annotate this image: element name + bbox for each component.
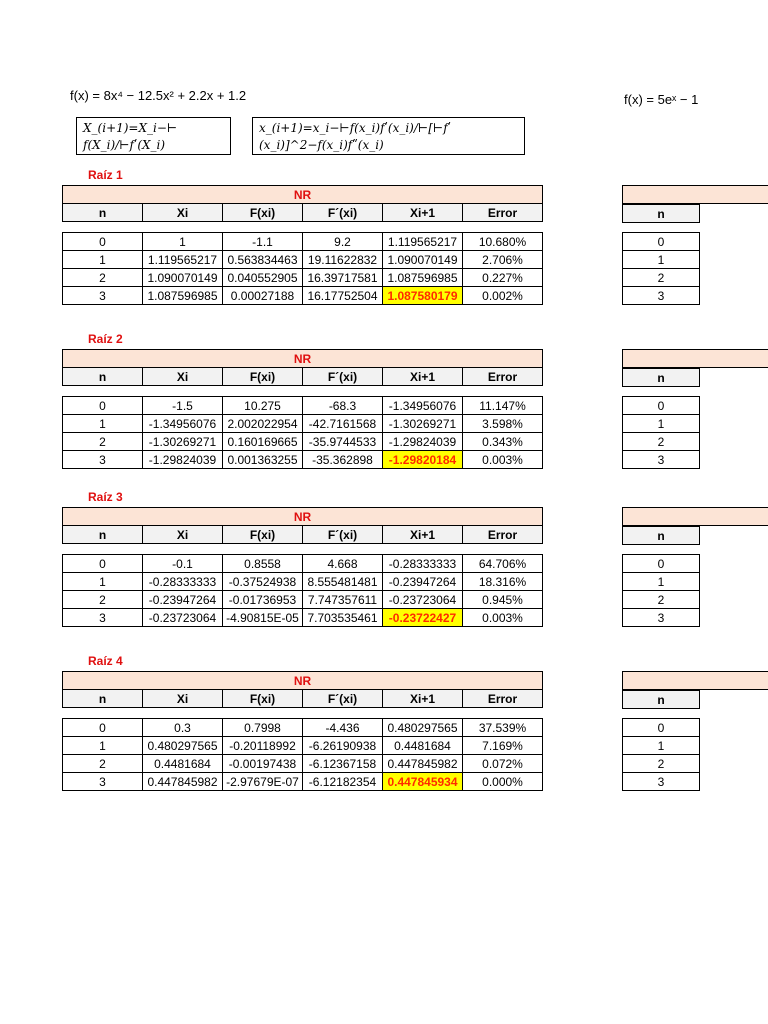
table-row [623, 397, 700, 415]
table-cell: 0.447845982 [383, 755, 463, 773]
column-header: F(xi) [223, 690, 303, 708]
table-cell: 1 [63, 573, 143, 591]
table-cell: 9.2 [303, 233, 383, 251]
table-cell: -35.9744533 [303, 433, 383, 451]
root-label: Raíz 2 [88, 332, 123, 346]
function-formula-right: f(x) = 5eˣ − 1 [624, 92, 699, 107]
table-cell: 0.000% [463, 773, 543, 791]
table-row [623, 451, 700, 469]
table-cell: -1.34956076 [143, 415, 223, 433]
column-header: F´(xi) [303, 526, 383, 544]
table-cell: -68.3 [303, 397, 383, 415]
table-cell: -4.90815E-05 [223, 609, 303, 627]
table-cell: 7.747357611 [303, 591, 383, 609]
table-cell: 10.680% [463, 233, 543, 251]
table-row [623, 233, 700, 251]
table-cell: 10.275 [223, 397, 303, 415]
column-header: n [623, 205, 700, 223]
table-cell: 0.343% [463, 433, 543, 451]
table-cell: -0.28333333 [383, 555, 463, 573]
table-cell: 64.706% [463, 555, 543, 573]
table-row [63, 755, 543, 773]
iteration-table [62, 232, 543, 305]
table-cell: 3 [63, 773, 143, 791]
column-header: F´(xi) [303, 690, 383, 708]
table-cell: 11.147% [463, 397, 543, 415]
nr-title: NR [63, 508, 543, 526]
table-cell: 2 [63, 591, 143, 609]
table-cell: 0 [623, 719, 700, 737]
table-cell: -6.26190938 [303, 737, 383, 755]
table-cell: 1.119565217 [143, 251, 223, 269]
root-result-cell: -0.23722427 [383, 609, 463, 627]
table-cell: 0.003% [463, 451, 543, 469]
table-cell: 2 [63, 269, 143, 287]
iteration-table [62, 718, 543, 791]
right-header-table [622, 204, 700, 223]
right-iteration-table [622, 718, 700, 791]
root-label: Raíz 4 [88, 654, 123, 668]
table-cell: 1 [63, 737, 143, 755]
modified-newton-formula-box [252, 117, 525, 155]
table-cell: 7.169% [463, 737, 543, 755]
table-row [63, 433, 543, 451]
column-header: F(xi) [223, 526, 303, 544]
right-iteration-table [622, 396, 700, 469]
table-cell: -0.00197438 [223, 755, 303, 773]
table-cell: 4.668 [303, 555, 383, 573]
table-cell: 16.17752504 [303, 287, 383, 305]
table-row [623, 609, 700, 627]
table-cell: 3 [623, 609, 700, 627]
table-cell: -1.29824039 [143, 451, 223, 469]
table-cell: 0.8558 [223, 555, 303, 573]
column-header: n [623, 369, 700, 387]
table-cell: -6.12367158 [303, 755, 383, 773]
formula-line: f(X_i)/⊢fʹ(X_i) [83, 138, 166, 152]
table-row [63, 415, 543, 433]
function-formula: f(x) = 8x⁴ − 12.5x² + 2.2x + 1.2 [70, 88, 247, 103]
table-cell: 1 [63, 415, 143, 433]
column-header: Xi [143, 690, 223, 708]
column-header: n [63, 526, 143, 544]
table-row [623, 573, 700, 591]
formula-line: X_(i+1)=X_i−⊢ [83, 121, 178, 135]
column-header: Xi [143, 204, 223, 222]
table-cell: 0.480297565 [143, 737, 223, 755]
table-cell: -0.01736953 [223, 591, 303, 609]
right-nr-header [622, 349, 768, 368]
table-row [63, 573, 543, 591]
table-cell: -0.23947264 [143, 591, 223, 609]
table-cell: 0.001363255 [223, 451, 303, 469]
table-row [623, 737, 700, 755]
table-row [63, 737, 543, 755]
table-cell: 2.706% [463, 251, 543, 269]
table-cell: 2 [623, 755, 700, 773]
column-header: Error [463, 690, 543, 708]
column-header: Xi [143, 368, 223, 386]
table-row [623, 773, 700, 791]
root-result-cell: 0.447845934 [383, 773, 463, 791]
table-cell: 0 [623, 233, 700, 251]
table-cell: 0.7998 [223, 719, 303, 737]
table-cell: -0.23723064 [383, 591, 463, 609]
column-header: n [63, 368, 143, 386]
table-row [623, 415, 700, 433]
iteration-table [62, 554, 543, 627]
table-row [63, 287, 543, 305]
table-cell: -0.28333333 [143, 573, 223, 591]
table-cell: 3 [623, 287, 700, 305]
table-row [623, 287, 700, 305]
table-row [623, 269, 700, 287]
table-cell: 0.480297565 [383, 719, 463, 737]
table-cell: -0.1 [143, 555, 223, 573]
table-cell: 0.227% [463, 269, 543, 287]
table-cell: 0.002% [463, 287, 543, 305]
table-cell: -1.30269271 [143, 433, 223, 451]
table-cell: 3 [63, 451, 143, 469]
column-header: Error [463, 368, 543, 386]
table-cell: 1 [623, 573, 700, 591]
table-cell: 18.316% [463, 573, 543, 591]
nr-title: NR [63, 186, 543, 204]
table-cell: -6.12182354 [303, 773, 383, 791]
table-row [63, 719, 543, 737]
right-header-table [622, 526, 700, 545]
table-cell: -35.362898 [303, 451, 383, 469]
table-cell: 0.3 [143, 719, 223, 737]
table-cell: -1.1 [223, 233, 303, 251]
root-result-cell: 1.087580179 [383, 287, 463, 305]
iteration-table [62, 396, 543, 469]
table-cell: 3 [63, 609, 143, 627]
right-header-table [622, 690, 700, 709]
table-cell: 3 [63, 287, 143, 305]
table-cell: -1.30269271 [383, 415, 463, 433]
right-header-table [622, 368, 700, 387]
table-cell: -0.23723064 [143, 609, 223, 627]
table-cell: 16.39717581 [303, 269, 383, 287]
table-row [63, 269, 543, 287]
column-header: Xi+1 [383, 526, 463, 544]
table-cell: 0.003% [463, 609, 543, 627]
right-iteration-table [622, 232, 700, 305]
table-cell: 0.00027188 [223, 287, 303, 305]
nr-title: NR [63, 350, 543, 368]
column-header: F´(xi) [303, 368, 383, 386]
right-nr-header [622, 671, 768, 690]
table-cell: 1.090070149 [383, 251, 463, 269]
table-cell: 0.563834463 [223, 251, 303, 269]
table-cell: -42.7161568 [303, 415, 383, 433]
column-header: n [63, 690, 143, 708]
table-cell: -1.34956076 [383, 397, 463, 415]
table-cell: 0.160169665 [223, 433, 303, 451]
table-cell: 1.087596985 [383, 269, 463, 287]
table-cell: 0.447845982 [143, 773, 223, 791]
column-header: Xi [143, 526, 223, 544]
table-cell: 1 [143, 233, 223, 251]
table-cell: 0 [63, 719, 143, 737]
column-header: F´(xi) [303, 204, 383, 222]
table-cell: 3.598% [463, 415, 543, 433]
nr-header-table [62, 671, 543, 708]
table-row [623, 555, 700, 573]
table-cell: 2 [63, 433, 143, 451]
table-cell: 0 [623, 555, 700, 573]
column-header: Xi+1 [383, 204, 463, 222]
table-row [63, 609, 543, 627]
table-cell: -0.20118992 [223, 737, 303, 755]
table-row [63, 591, 543, 609]
table-cell: 0 [63, 397, 143, 415]
formula-line: (x_i)]^2−f(x_i)fʺ(x_i) [259, 138, 384, 152]
table-cell: -4.436 [303, 719, 383, 737]
table-cell: -2.97679E-07 [223, 773, 303, 791]
right-nr-header [622, 185, 768, 204]
table-cell: 0.040552905 [223, 269, 303, 287]
table-cell: 2 [623, 433, 700, 451]
table-cell: 8.555481481 [303, 573, 383, 591]
table-cell: -1.5 [143, 397, 223, 415]
column-header: Error [463, 526, 543, 544]
nr-header-table [62, 185, 543, 222]
table-cell: 37.539% [463, 719, 543, 737]
table-cell: 0 [63, 233, 143, 251]
table-cell: 3 [623, 451, 700, 469]
table-row [623, 719, 700, 737]
table-cell: 1.090070149 [143, 269, 223, 287]
table-cell: 2 [623, 591, 700, 609]
right-iteration-table [622, 554, 700, 627]
table-row [63, 251, 543, 269]
table-cell: 1 [623, 415, 700, 433]
table-cell: -0.37524938 [223, 573, 303, 591]
table-cell: -1.29824039 [383, 433, 463, 451]
table-cell: 0.4481684 [383, 737, 463, 755]
table-cell: 1 [623, 737, 700, 755]
table-row [63, 233, 543, 251]
table-cell: 3 [623, 773, 700, 791]
table-cell: 2 [63, 755, 143, 773]
root-label: Raíz 1 [88, 168, 123, 182]
table-cell: 7.703535461 [303, 609, 383, 627]
table-cell: 1 [623, 251, 700, 269]
table-cell: 0.4481684 [143, 755, 223, 773]
table-cell: 19.11622832 [303, 251, 383, 269]
column-header: Error [463, 204, 543, 222]
column-header: F(xi) [223, 368, 303, 386]
nr-header-table [62, 349, 543, 386]
newton-formula-box [76, 117, 231, 155]
table-cell: 2 [623, 269, 700, 287]
column-header: n [623, 691, 700, 709]
column-header: n [63, 204, 143, 222]
table-row [623, 433, 700, 451]
table-cell: 1.119565217 [383, 233, 463, 251]
table-cell: -0.23947264 [383, 573, 463, 591]
nr-header-table [62, 507, 543, 544]
table-cell: 0.072% [463, 755, 543, 773]
root-label: Raíz 3 [88, 490, 123, 504]
table-cell: 2.002022954 [223, 415, 303, 433]
root-result-cell: -1.29820184 [383, 451, 463, 469]
column-header: Xi+1 [383, 368, 463, 386]
column-header: Xi+1 [383, 690, 463, 708]
table-cell: 1 [63, 251, 143, 269]
table-row [623, 251, 700, 269]
table-row [63, 773, 543, 791]
table-cell: 1.087596985 [143, 287, 223, 305]
table-cell: 0.945% [463, 591, 543, 609]
right-nr-header [622, 507, 768, 526]
table-row [63, 451, 543, 469]
table-row [623, 591, 700, 609]
column-header: F(xi) [223, 204, 303, 222]
table-cell: 0 [623, 397, 700, 415]
table-cell: 0 [63, 555, 143, 573]
nr-title: NR [63, 672, 543, 690]
column-header: n [623, 527, 700, 545]
table-row [623, 755, 700, 773]
table-row [63, 397, 543, 415]
table-row [63, 555, 543, 573]
formula-line: x_(i+1)=x_i−⊢f(x_i)fʹ(x_i)/⊢[⊢fʹ [259, 121, 451, 135]
